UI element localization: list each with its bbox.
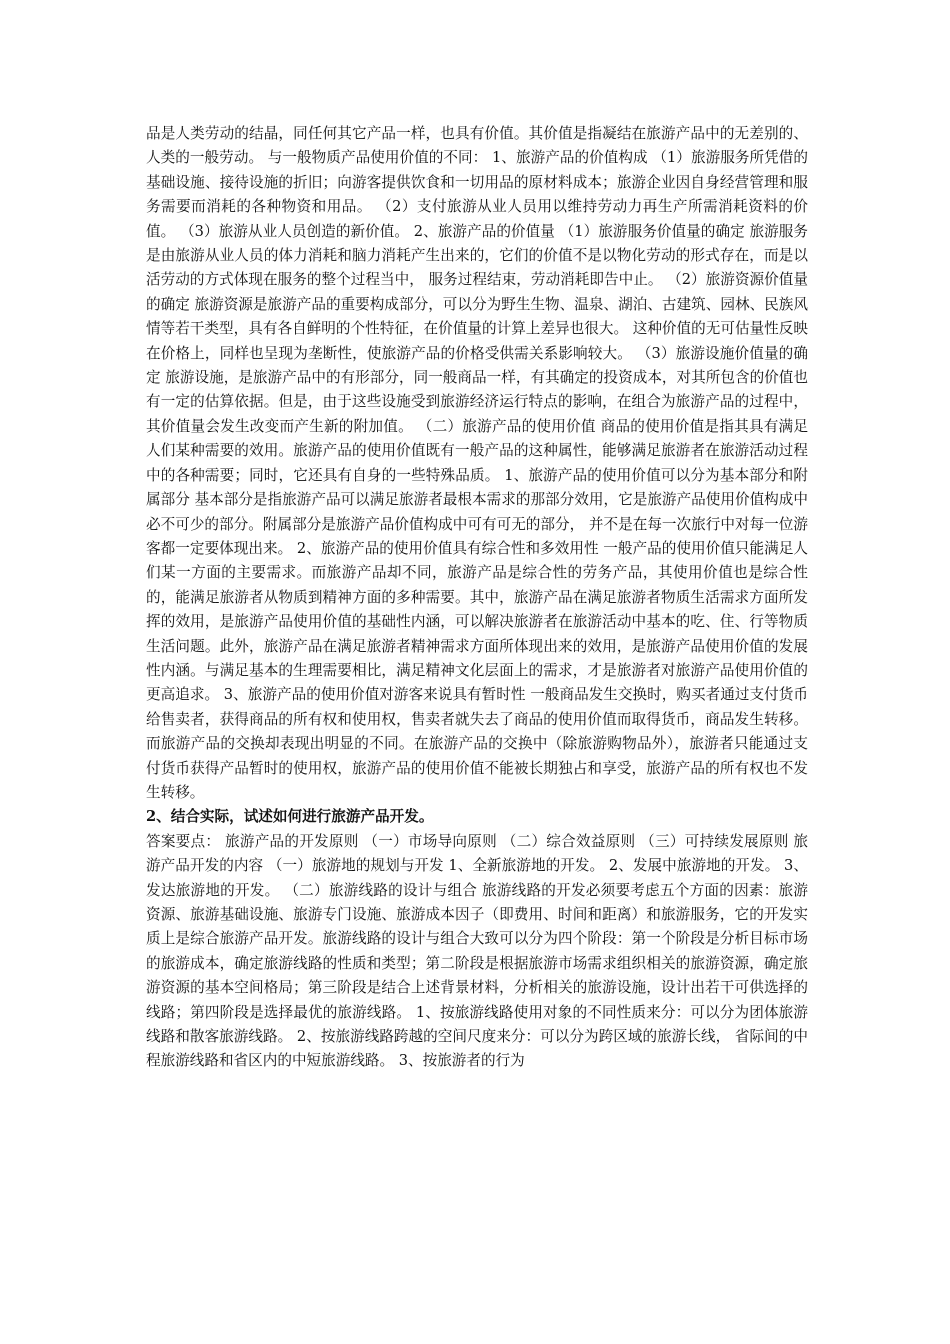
question-heading-2: 2、结合实际，试述如何进行旅游产品开发。 — [146, 808, 434, 826]
document-body — [146, 122, 808, 1074]
answer-paragraph-1: 品是人类劳动的结晶，同任何其它产品一样，也具有价值。其价值是指凝结在旅游产品中的无差别的、人类的一般劳动。 与一般物质产品使用价值的不同： 1、旅游产品的价值构成 （1）旅游服务所凭借的基础设施、接待设施的折旧；向游客提供饮食和一切用品的原材料成本；旅游企业因自身经营管理和服务需要而消耗的各种物资和用品。 （2）支付旅游从业人员用以维持劳动力再生产所需消耗资料的价值。 （3）旅游从业人员创造的新价值。 2、旅游产品的价值量 （1）旅游服务价值量的确定 旅游服务是由旅游从业人员的体力消耗和脑力消耗产生出来的，它们的价值不是以物化劳动的形式存在，而是以活劳动的方式体现在服务的整个过程当中， 服务过程结束，劳动消耗即告中止。 （2）旅游资源价值量的确定 旅游资源是旅游产品的重要构成部分，可以分为野生生物、温泉、湖泊、古建筑、园林、民族风情等若干类型，具有各自鲜明的个性特征，在价值量的计算上差异也很大。 这种价值的无可估量性反映在价格上，同样也呈现为垄断性，使旅游产品的价格受供需关系影响较大。 （3）旅游设施价值量的确定 旅游设施，是旅游产品中的有形部分，同一般商品一样，有其确定的投资成本，对其所包含的价值也有一定的估算依据。但是，由于这些设施受到旅游经济运行特点的影响，在组合为旅游产品的过程中，其价值量会发生改变而产生新的附加值。 （二）旅游产品的使用价值 商品的使用价值是指其具有满足人们某种需要的效用。旅游产品的使用价值既有一般产品的这种属性，能够满足旅游者在旅游活动过程中的各种需要；同时，它还具有自身的一些特殊品质。 1、旅游产品的使用价值可以分为基本部分和附属部分 基本部分是指旅游产品可以满足旅游者最根本需求的那部分效用，它是旅游产品使用价值构成中必不可少的部分。附属部分是旅游产品价值构成中可有可无的部分， 并不是在每一次旅行中对每一位游客都一定要体现出来。 2、旅游产品的使用价值具有综合性和多效用性 一般产品的使用价值只能满足人们某一方面的主要需求。而旅游产品却不同，旅游产品是综合性的劳务产品，其使用价值也是综合性的，能满足旅游者从物质到精神方面的多种需要。其中，旅游产品在满足旅游者物质生活需求方面所发挥的效用，是旅游产品使用价值的基础性内涵，可以解决旅游者在旅游活动中基本的吃、住、行等物质生活问题。此外，旅游产品在满足旅游者精神需求方面所体现出来的效用，是旅游产品使用价值的发展性内涵。与满足基本的生理需要相比，满足精神文化层面上的需求，才是旅游者对旅游产品使用价值的更高追求。 3、旅游产品的使用价值对游客来说具有暂时性 一般商品发生交换时，购买者通过支付货币给售卖者，获得商品的所有权和使用权，售卖者就失去了商品的使用价值而取得货币，商品发生转移。而旅游产品的交换却表现出明显的不同。在旅游产品的交换中（除旅游购物品外），旅游者只能通过支付货币获得产品暂时的使用权，旅游产品的使用价值不能被长期独占和享受，旅游产品的所有权也不发生转移。 — [146, 125, 808, 801]
answer-paragraph-2: 答案要点： 旅游产品的开发原则 （一）市场导向原则 （二）综合效益原则 （三）可持续发展原则 旅游产品开发的内容 （一）旅游地的规划与开发 1、全新旅游地的开发。 2、发展中旅游地的开发。 3、发达旅游地的开发。 （二）旅游线路的设计与组合 旅游线路的开发必须要考虑五个方面的因素：旅游资源、旅游基础设施、旅游专门设施、旅游成本因子（即费用、时间和距离）和旅游服务，它的开发实质上是综合旅游产品开发。旅游线路的设计与组合大致可以分为四个阶段：第一个阶段是分析目标市场的旅游成本，确定旅游线路的性质和类型；第二阶段是根据旅游市场需求组织相关的旅游资源，确定旅游资源的基本空间格局；第三阶段是结合上述背景材料，分析相关的旅游设施，设计出若干可供选择的线路；第四阶段是选择最优的旅游线路。 1、按旅游线路使用对象的不同性质来分：可以分为团体旅游线路和散客旅游线路。 2、按旅游线路跨越的空间尺度来分：可以分为跨区域的旅游长线， 省际间的中程旅游线路和省区内的中短旅游线路。 3、按旅游者的行为 — [146, 832, 808, 1070]
